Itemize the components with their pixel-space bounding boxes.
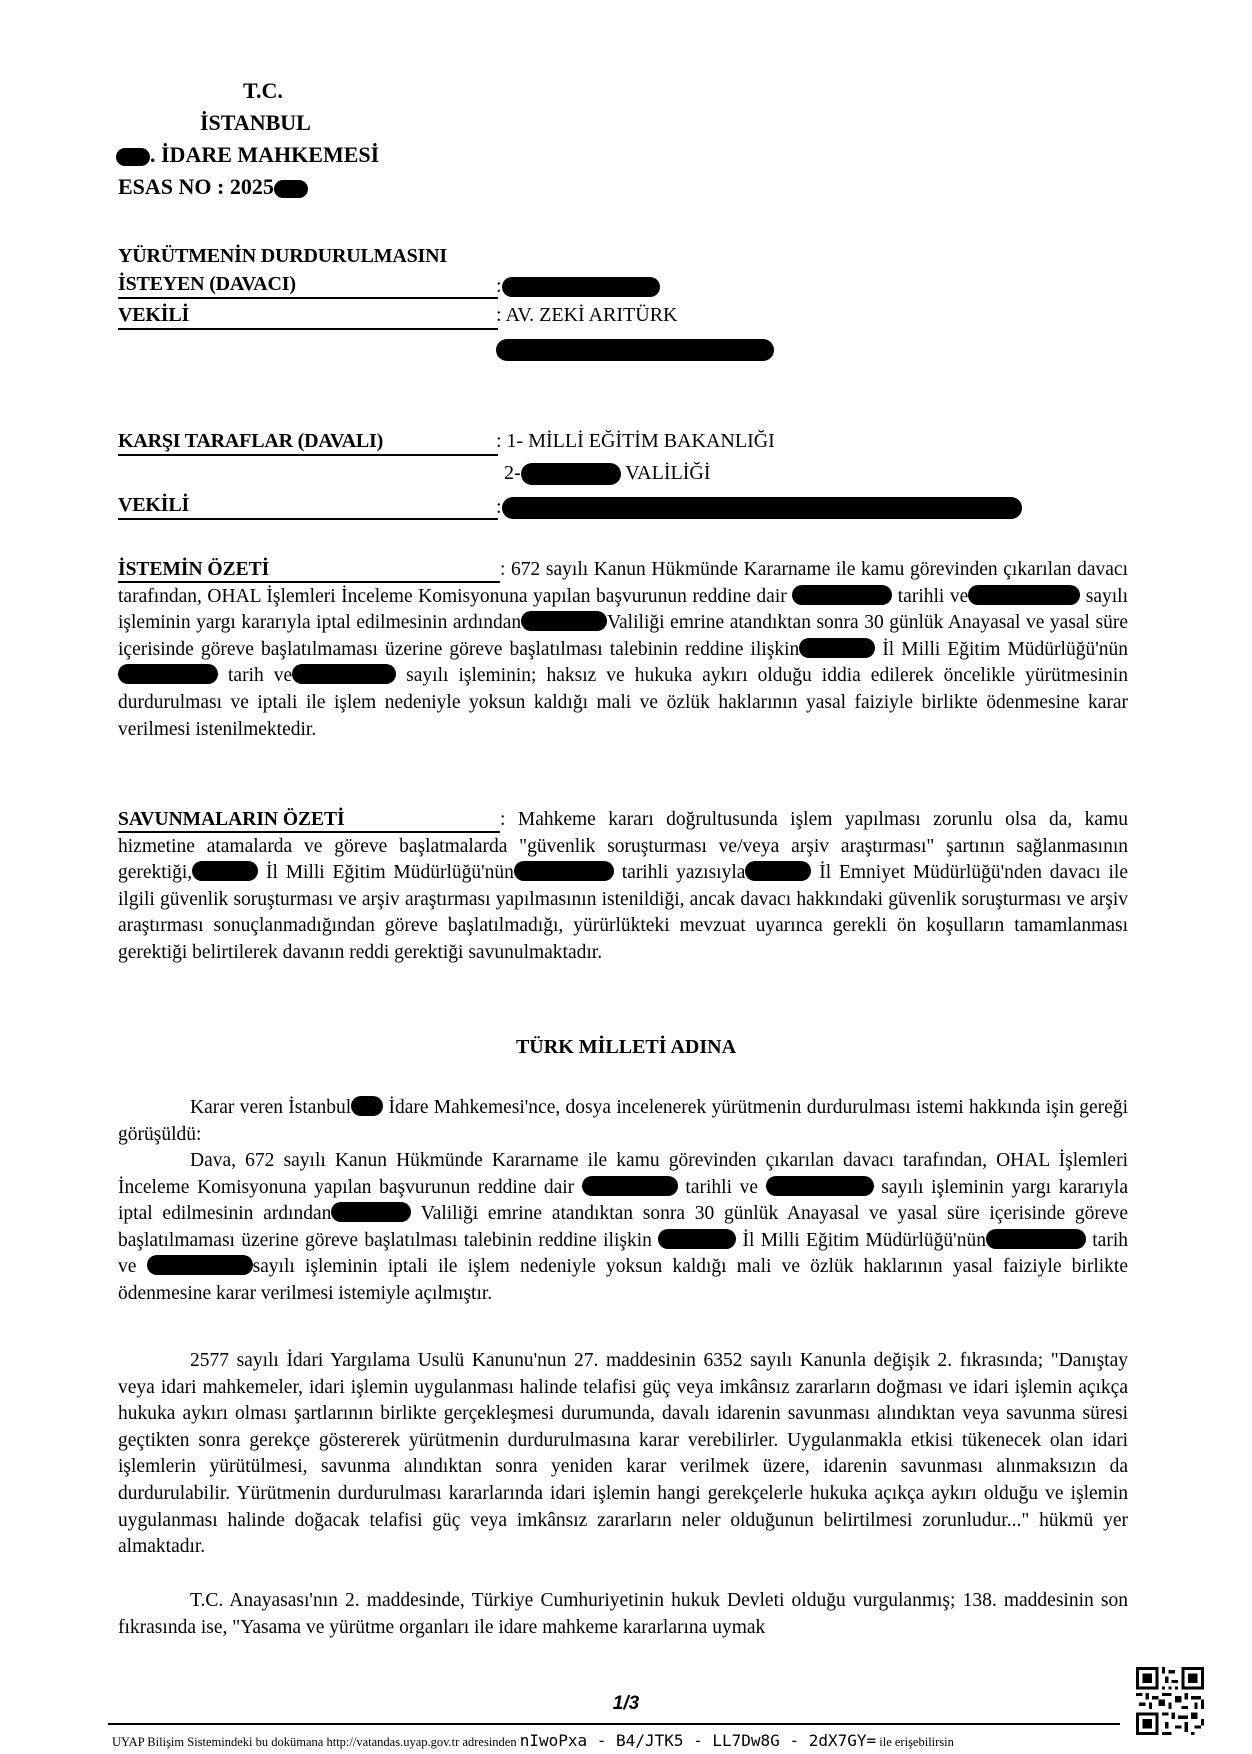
defendant-attorney-label: VEKİLİ <box>118 492 498 520</box>
redaction-mark <box>799 638 875 658</box>
redaction-mark <box>986 1229 1086 1249</box>
text: Valiliği emrine atandıktan sonra 30 günlük Anayasal ve yasal süre içerisinde göreve başlatılmaması üzerine göreve başlatılması talebinin reddine ilişkin <box>118 612 1128 660</box>
body-paragraph-3: 2577 sayılı İdari Yargılama Usulü Kanunu'nun 27. maddesinin 6352 sayılı Kanunla değişik 2. fıkrasında; "Danıştay veya idari mahkemeler, idari işlemin uygulanması halinde telafisi güç veya imkânsız zararların doğması ve idari işlemin açıkça hukuka aykırı olması şartlarının birlikte gerçekleşmesi durumunda, davalı idarenin savunması alındıktan veya savunma süresi geçtikten sonra gerekçe göstererek yürütmenin durdurulmasına karar verebilirler. Uygulanmakla etkisi tükenecek olan idari işlemlerin yürütülmesi, savunma alındıktan sonra yeniden karar verilmek üzere, idarenin savunması alınmaksızın da durdurulabilir. Yürütmenin durdurulması kararlarında idari işlemin hangi gerekçelerle hukuka açıkça aykırı olduğu ve işlemin uygulanması halinde doğacak telafisi güç veya imkânsız zararların neler olduğunun belirtilmesi zorunludur..." hükmü yer almaktadır. <box>118 1350 1128 1558</box>
attorney-value: : AV. ZEKİ ARITÜRK <box>496 304 678 326</box>
page-number: 1/3 <box>612 1693 640 1714</box>
text: Dava, 672 sayılı Kanun Hükmünde Kararname ile kamu görevinden çıkarılan davacı tarafından, OHAL İşlemleri İnceleme Komisyonuna yapılan başvurunun reddine dair <box>118 1150 1128 1198</box>
redaction-mark <box>147 1255 253 1275</box>
defendant-2-name: VALİLİĞİ <box>620 462 711 484</box>
redaction-mark <box>118 664 218 684</box>
verification-code: nIwoPxa - B4/JTK5 - LL7Dw8G - 2dX7GY= <box>519 1731 877 1750</box>
colon: : <box>500 559 512 580</box>
plaintiff-value <box>496 273 660 299</box>
attorney-label: VEKİLİ <box>118 302 498 330</box>
header-city: İSTANBUL <box>200 110 311 135</box>
redaction-mark <box>292 664 396 684</box>
redaction-mark <box>502 497 1022 519</box>
text: sayılı işleminin; haksız ve hukuka aykırı olduğu iddia edilerek öncelikle yürütmesinin durdurulması ve iptali ile işlem nedeniyle yoksun kaldığı mali ve özlük haklarının yasal faiziyle birlikte ödenmesine karar verilmesi istenilmektedir. <box>118 665 1129 740</box>
text: İl Milli Eğitim Müdürlüğü'nün <box>258 862 514 884</box>
footer-divider <box>108 1723 1120 1725</box>
qr-code-icon <box>1136 1667 1204 1735</box>
text: tarih ve <box>118 1229 1128 1278</box>
redaction-mark <box>192 861 258 881</box>
text: 672 sayılı Kanun Hükmünde Kararname ile kamu görevinden çıkarılan davacı tarafından, OHAL İşlemleri İnceleme Komisyonuna yapılan başvurunun reddine dair <box>118 559 1128 607</box>
redaction-mark <box>502 277 660 297</box>
footer-suffix: ile erişebilirsin <box>876 1735 954 1749</box>
text: tarih ve <box>218 665 293 687</box>
defendant-2 <box>504 460 710 486</box>
defendants-label: KARŞI TARAFLAR (DAVALI) <box>118 428 498 456</box>
redaction-mark <box>968 585 1080 605</box>
redaction-mark <box>521 463 621 485</box>
redaction-mark <box>496 339 774 361</box>
text: tarihli yazısıyla <box>613 862 746 884</box>
attorney-address <box>496 336 774 362</box>
redaction-mark <box>766 1176 874 1196</box>
redaction-mark <box>521 611 607 631</box>
redaction-mark <box>792 585 892 605</box>
text: sayılı işleminin yargı kararıyla iptal edilmesinin ardından <box>118 1176 1128 1225</box>
text: İl Milli Eğitim Müdürlüğü'nün <box>875 638 1128 660</box>
defendant-attorney-value <box>496 494 1022 520</box>
redaction-mark <box>116 148 150 166</box>
footer-verification <box>112 1731 954 1750</box>
body-paragraph-4: T.C. Anayasası'nın 2. maddesinde, Türkiye Cumhuriyetinin hukuk Devleti olduğu vurgulanmış; 138. maddesinin son fıkrasında ise, "Yasama ve yürütme organları ile idare mahkeme kararlarına uymak <box>118 1590 1128 1638</box>
redaction-mark <box>331 1202 411 1222</box>
court-name: . İDARE MAHKEMESİ <box>150 142 380 167</box>
body-paragraph-2 <box>118 1148 1128 1308</box>
footer-prefix: UYAP Bilişim Sistemindeki bu dokümana http://vatandas.uyap.gov.tr adresinden <box>112 1735 520 1749</box>
header-tc: T.C. <box>243 78 283 103</box>
request-summary <box>118 557 1128 743</box>
header-court <box>116 140 379 170</box>
redaction-mark <box>582 1176 678 1196</box>
request-summary-label: İSTEMİN ÖZETİ <box>118 559 500 583</box>
decision-title: TÜRK MİLLETİ ADINA <box>515 1036 737 1058</box>
redaction-mark <box>745 861 811 881</box>
text: Valiliği emrine atandıktan sonra 30 günlük Anayasal ve yasal süre içerisinde göreve başlatılmaması üzerine göreve başlatılması talebinin reddine ilişkin <box>118 1203 1128 1251</box>
defense-summary <box>118 807 1128 967</box>
colon: : <box>500 809 518 830</box>
text: Karar veren İstanbul <box>190 1097 352 1118</box>
text: sayılı işleminin yargı kararıyla iptal edilmesinin ardından <box>118 585 1129 634</box>
text: tarihli ve <box>892 585 969 607</box>
colon: : <box>496 275 502 297</box>
defendant-1: : 1- MİLLİ EĞİTİM BAKANLIĞI <box>496 430 775 452</box>
case-number-label: ESAS NO : 2025 <box>118 174 274 199</box>
redaction-mark <box>351 1096 383 1116</box>
defense-summary-label: SAVUNMALARIN ÖZETİ <box>118 809 500 833</box>
redaction-mark <box>514 861 614 881</box>
defendant-2-prefix: 2- <box>504 462 521 484</box>
plaintiff-label: İSTEYEN (DAVACI) <box>118 271 498 299</box>
text: tarihli ve <box>677 1176 766 1198</box>
case-number <box>118 172 308 202</box>
body-paragraph-1 <box>118 1095 1128 1148</box>
redaction-mark <box>274 180 308 198</box>
text: Mahkeme kararı doğrultusunda işlem yapılması zorunlu olsa da, kamu hizmetine atamalarda ve göreve başlatmalarda "güvenlik soruşturması ve/veya arşiv araştırması" şartının sağlanmasının gerektiği, <box>118 809 1129 884</box>
request-label-line1: YÜRÜTMENİN DURDURULMASINI <box>118 245 447 267</box>
text: sayılı işleminin iptali ile işlem nedeniyle yoksun kaldığı mali ve özlük haklarının yasal faiziyle birlikte ödenmesine karar verilmesi istemiyle açılmıştır. <box>118 1256 1128 1304</box>
text: İl Milli Eğitim Müdürlüğü'nün <box>736 1229 986 1251</box>
colon: : <box>496 496 502 518</box>
text: İdare Mahkemesi'nce, dosya incelenerek yürütmenin durdurulması istemi hakkında işin gereği görüşüldü: <box>118 1097 1128 1145</box>
text: İl Emniyet Müdürlüğü'nden davacı ile ilgili güvenlik soruşturması ve arşiv araştırması yapılmasının istenildiği, ancak davacı hakkındaki güvenlik soruşturması ve arşiv araştırması sonuçlanmadığından göreve başlatılmadığı, yürürlükteki mevzuat uyarınca gerekli ön koşulların tamamlanması gerektiği belirtilerek davanın reddi gerektiği savunulmaktadır. <box>118 862 1128 963</box>
redaction-mark <box>658 1229 736 1249</box>
